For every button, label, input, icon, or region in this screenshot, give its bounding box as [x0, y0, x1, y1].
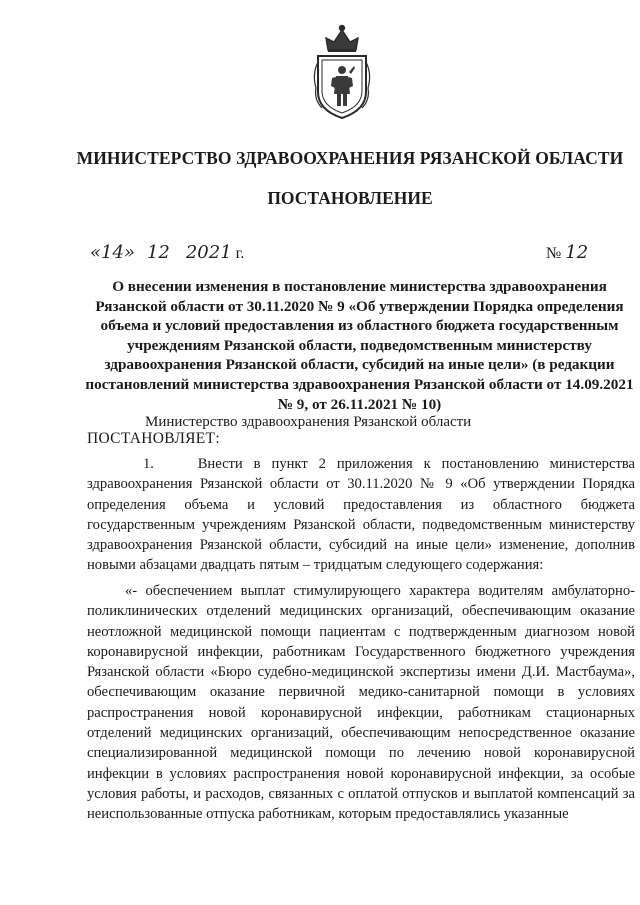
document-type: ПОСТАНОВЛЕНИЕ — [267, 188, 433, 208]
document-subject: О внесении изменения в постановление министерства здравоохранения Рязанской области от 30.11.2020 № 9 «Об утверждении Порядка определения объема и условий предоставления из областного бюджета государственным учреждениям Рязанской области, подведомственным министерству здравоохранения Рязанской области, субсидий на иные цели» (в редакции постановлений министерства здравоохранения Рязанской области от 14.09.2021 № 9, от 26.11.2021 № 10) — [85, 278, 634, 413]
body-resolve: ПОСТАНОВЛЯЕТ: — [87, 430, 220, 447]
date-month: 12 — [146, 242, 170, 263]
organization-name: МИНИСТЕРСТВО ЗДРАВООХРАНЕНИЯ РЯЗАНСКОЙ ОБЛАСТИ — [76, 148, 624, 168]
number-label: № — [546, 245, 562, 262]
paragraph-2: «- обеспечением выплат стимулирующего характера водителям амбулаторно-поликлинических отделений медицинских организаций, обеспечивающим оказание неотложной медицинской помощи пациентам с подтвержденным диагнозом новой коронавирусной инфекции, работникам Государственного бюджетного учреждения Рязанской области «Бюро судебно-медицинской экспертизы имени Д.И. Мастбаума», обеспечивающим оказание первичной медико-санитарной помощи в условиях распространения новой коронавирусной инфекции, работникам стационарных отделений медицинских организаций, обеспечивающим непосредственное оказание специализированной медицинской помощи по лечению новой коронавирусной инфекции в условиях распространения новой коронавирусной инфекции, за особые условия работы, и расходов, связанных с оплатой отпусков и выплатой компенсаций за неиспользованные отпуска работникам, которым предоставлялись указанные — [87, 583, 635, 823]
number-value: 12 — [565, 242, 589, 263]
paragraph-1: 1. Внести в пункт 2 приложения к постановлению министерства здравоохранения Рязанской области от 30.11.2020 № 9 «Об утверждении Порядка определения объема и условий предоставления из областного бюджета государственным учреждениям Рязанской области, подведомственным министерству здравоохранения Рязанской области, субсидий на иные цели» изменение, дополнив новыми абзацами двадцать пятым – тридцатым следующего содержания: — [87, 456, 635, 574]
date-open-quote: « — [90, 242, 102, 263]
date-year: 2021 — [185, 242, 232, 263]
date-suffix: г. — [235, 245, 245, 262]
document-number — [546, 242, 588, 263]
coat-of-arms-icon — [308, 22, 376, 122]
document-date — [90, 242, 244, 263]
date-day: 14 — [101, 242, 124, 263]
date-close-quote: » — [123, 242, 135, 263]
body-intro: Министерство здравоохранения Рязанской области — [145, 414, 472, 430]
